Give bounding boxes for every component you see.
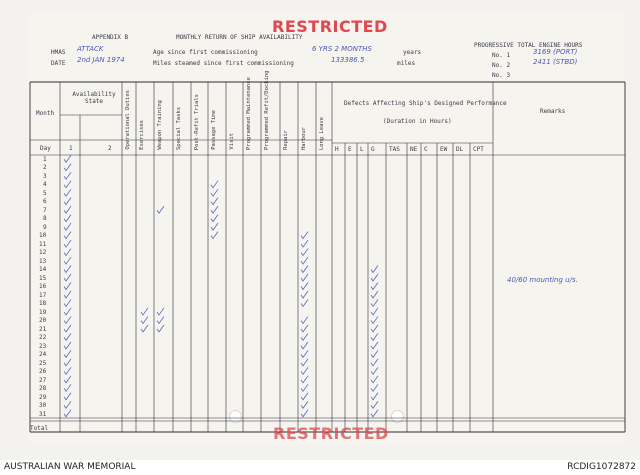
- day-number: 4: [43, 181, 47, 189]
- day-number: 26: [39, 368, 47, 376]
- tick-exercises: [141, 316, 148, 323]
- day-number: 9: [43, 223, 47, 231]
- day-number: 7: [43, 206, 47, 214]
- tick-defect-g: [371, 291, 378, 298]
- tick-harbour: [301, 410, 308, 417]
- tick-harbour: [301, 376, 308, 383]
- tick-passage-time: [211, 215, 218, 222]
- tick-defect-g: [371, 401, 378, 408]
- appendix-label: APPENDIX B: [92, 34, 129, 41]
- day-number: 16: [39, 283, 47, 291]
- engine-hours-title: PROGRESSIVE TOTAL ENGINE HOURS: [474, 42, 583, 49]
- tick-availability-1: [64, 291, 71, 298]
- tick-passage-time: [211, 223, 218, 230]
- footer-archive: AUSTRALIAN WAR MEMORIAL: [4, 462, 136, 472]
- day-number: 10: [39, 232, 47, 240]
- tick-availability-1: [64, 299, 71, 306]
- tick-passage-time: [211, 232, 218, 239]
- years-suffix: years: [403, 49, 422, 56]
- activity-col-harbour: Harbour: [301, 126, 307, 150]
- activity-col-passage-time: Passage Time: [211, 110, 217, 150]
- tick-harbour: [301, 266, 308, 273]
- availability-state-label: Availability State: [72, 91, 116, 105]
- tick-availability-1: [64, 240, 71, 247]
- tick-defect-g: [371, 410, 378, 417]
- tick-availability-1: [64, 342, 71, 349]
- tick-defect-g: [371, 376, 378, 383]
- miles-value: 133386.5: [331, 56, 365, 64]
- activity-col-special-tasks: Special Tasks: [176, 106, 182, 150]
- tick-availability-1: [64, 393, 71, 400]
- age-value: 6 YRS 2 MONTHS: [312, 45, 372, 53]
- tick-availability-1: [64, 367, 71, 374]
- tick-exercises: [141, 308, 148, 315]
- defect-col-c: C: [424, 146, 428, 153]
- engine-no2-value: 2411 (STBD): [533, 58, 578, 66]
- tick-availability-1: [64, 155, 71, 162]
- tick-defect-g: [371, 274, 378, 281]
- availability-col-2: 2: [108, 145, 112, 152]
- tick-availability-1: [64, 376, 71, 383]
- day-number: 15: [39, 274, 47, 282]
- activity-col-programmed-maintenance: Programmed Maintenance: [246, 77, 252, 150]
- tick-harbour: [301, 274, 308, 281]
- month-label: Month: [36, 110, 55, 117]
- tick-harbour: [301, 257, 308, 264]
- day-number: 3: [43, 172, 47, 180]
- day-number: 31: [39, 410, 47, 418]
- tick-availability-1: [64, 350, 71, 357]
- remarks-label: Remarks: [540, 108, 566, 115]
- hmas-value: ATTACK: [77, 45, 104, 53]
- tick-availability-1: [64, 316, 71, 323]
- engine-no1-value: 3169 (PORT): [533, 48, 578, 56]
- tick-availability-1: [64, 359, 71, 366]
- tick-availability-1: [64, 333, 71, 340]
- tick-defect-g: [371, 393, 378, 400]
- tick-availability-1: [64, 164, 71, 171]
- tick-weapon-training: [157, 325, 164, 332]
- tick-availability-1: [64, 308, 71, 315]
- activity-col-repair: Repair: [283, 130, 289, 150]
- day-number: 12: [39, 249, 47, 257]
- activity-col-programmed-refit-docking: Programmed Refit/Docking: [264, 70, 270, 150]
- tick-availability-1: [64, 249, 71, 256]
- tick-weapon-training: [157, 316, 164, 323]
- defect-col-e: E: [348, 146, 352, 153]
- defects-title: Defects Affecting Ship's Designed Performance: [344, 100, 507, 107]
- tick-harbour: [301, 299, 308, 306]
- tick-weapon-training: [157, 206, 164, 213]
- tick-harbour: [301, 333, 308, 340]
- tick-defect-g: [371, 325, 378, 332]
- day-number: 18: [39, 300, 47, 308]
- day-number: 19: [39, 308, 47, 316]
- tick-defect-g: [371, 359, 378, 366]
- day-number: 14: [39, 266, 47, 274]
- defect-col-l: L: [360, 146, 364, 153]
- restricted-stamp-bottom: RESTRICTED: [273, 424, 389, 443]
- age-label: Age since first commissioning: [153, 49, 258, 56]
- tick-availability-1: [64, 325, 71, 332]
- date-value: 2nd JAN 1974: [77, 56, 125, 64]
- day-number: 24: [39, 351, 47, 359]
- miles-suffix: miles: [397, 60, 416, 67]
- defect-col-ne: NE: [410, 146, 418, 153]
- tick-passage-time: [211, 198, 218, 205]
- tick-availability-1: [64, 223, 71, 230]
- tick-availability-1: [64, 181, 71, 188]
- activity-col-post-refit-trials: Post-Refit Trials: [194, 93, 200, 150]
- form-title: MONTHLY RETURN OF SHIP AVAILABILITY: [176, 34, 303, 41]
- defect-col-ew: EW: [440, 146, 448, 153]
- restricted-stamp-top: RESTRICTED: [272, 17, 388, 36]
- tick-harbour: [301, 359, 308, 366]
- day-number: 8: [43, 215, 47, 223]
- tick-defect-g: [371, 342, 378, 349]
- tick-harbour: [301, 283, 308, 290]
- tick-defect-g: [371, 308, 378, 315]
- day-number: 5: [43, 189, 47, 197]
- tick-defect-g: [371, 283, 378, 290]
- tick-defect-g: [371, 333, 378, 340]
- engine-no3-label: No. 3: [492, 72, 511, 79]
- day-number: 20: [39, 317, 47, 325]
- tick-availability-1: [64, 189, 71, 196]
- day-number: 27: [39, 376, 47, 384]
- tick-availability-1: [64, 257, 71, 264]
- tick-harbour: [301, 316, 308, 323]
- activity-col-weapon-training: Weapon Training: [157, 100, 163, 150]
- day-number: 28: [39, 385, 47, 393]
- day-number: 21: [39, 325, 47, 333]
- tick-weapon-training: [157, 308, 164, 315]
- defect-col-h: H: [335, 146, 339, 153]
- tick-availability-1: [64, 215, 71, 222]
- tick-harbour: [301, 384, 308, 391]
- availability-col-1: 1: [69, 145, 73, 152]
- hmas-label: HMAS: [51, 49, 66, 56]
- defect-col-tas: TAS: [389, 146, 400, 153]
- tick-harbour: [301, 249, 308, 256]
- day-number: 11: [39, 240, 47, 248]
- miles-label: Miles steamed since first commissioning: [153, 60, 294, 67]
- tick-availability-1: [64, 266, 71, 273]
- activity-col-operational-duties: Operational Duties: [125, 90, 131, 150]
- tick-exercises: [141, 325, 148, 332]
- tick-defect-g: [371, 350, 378, 357]
- engine-no1-label: No. 1: [492, 52, 511, 59]
- footer-id: RCDIG1072872: [567, 462, 636, 472]
- tick-passage-time: [211, 181, 218, 188]
- total-label: Total: [30, 425, 49, 432]
- day-label: Day: [40, 145, 51, 152]
- tick-harbour: [301, 393, 308, 400]
- tick-availability-1: [64, 172, 71, 179]
- tick-defect-g: [371, 384, 378, 391]
- tick-availability-1: [64, 384, 71, 391]
- day-number: 2: [43, 164, 47, 172]
- tick-harbour: [301, 350, 308, 357]
- tick-defect-g: [371, 367, 378, 374]
- tick-defect-g: [371, 266, 378, 273]
- tick-availability-1: [64, 283, 71, 290]
- tick-availability-1: [64, 274, 71, 281]
- defects-subtitle: (Duration in Hours): [383, 118, 452, 125]
- defect-col-dl: DL: [456, 146, 464, 153]
- day-number: 22: [39, 334, 47, 342]
- activity-col-exercises: Exercises: [139, 120, 145, 150]
- tick-harbour: [301, 342, 308, 349]
- activity-col-visit: Visit: [229, 133, 235, 150]
- tick-harbour: [301, 232, 308, 239]
- tick-harbour: [301, 325, 308, 332]
- day-number: 1: [43, 156, 47, 163]
- tick-passage-time: [211, 206, 218, 213]
- tick-harbour: [301, 367, 308, 374]
- tick-passage-time: [211, 189, 218, 196]
- remarks-note: 40/60 mounting u/s.: [507, 276, 578, 284]
- tick-harbour: [301, 291, 308, 298]
- activity-col-long-leave: Long Leave: [319, 116, 325, 150]
- tick-availability-1: [64, 401, 71, 408]
- day-number: 25: [39, 359, 47, 367]
- tick-availability-1: [64, 410, 71, 417]
- footer-bar: [0, 460, 640, 475]
- tick-harbour: [301, 401, 308, 408]
- day-number: 13: [39, 257, 47, 265]
- tick-defect-g: [371, 316, 378, 323]
- day-number: 29: [39, 393, 47, 401]
- tick-availability-1: [64, 232, 71, 239]
- day-number: 17: [39, 291, 47, 299]
- tick-harbour: [301, 240, 308, 247]
- day-number: 30: [39, 402, 47, 410]
- engine-no2-label: No. 2: [492, 62, 511, 69]
- day-number: 23: [39, 342, 47, 350]
- tick-defect-g: [371, 299, 378, 306]
- defect-col-cpt: CPT: [473, 146, 484, 153]
- tick-availability-1: [64, 198, 71, 205]
- defect-col-g: G: [371, 146, 375, 153]
- tick-availability-1: [64, 206, 71, 213]
- day-number: 6: [43, 198, 47, 206]
- date-label: DATE: [51, 60, 66, 67]
